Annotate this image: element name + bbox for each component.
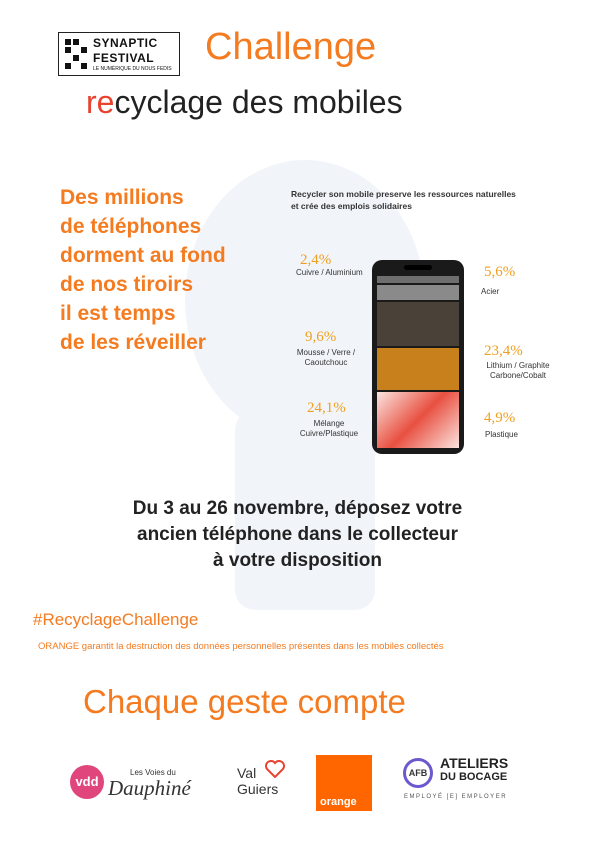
segment-foam — [377, 302, 459, 346]
pct-plastic: 4,9% — [484, 410, 516, 426]
segment-steel — [377, 285, 459, 300]
segment-copper — [377, 276, 459, 283]
dates-line: ancien téléphone dans le collecteur — [137, 524, 458, 545]
subtitle-rest: cyclage des mobiles — [114, 84, 403, 120]
lead-line: de les réveiller — [60, 331, 206, 354]
lead-line: dorment au fond — [60, 244, 226, 267]
label-lithium: Lithium / Graphite Carbone/Cobalt — [486, 361, 550, 380]
lead-line: de nos tiroirs — [60, 273, 194, 296]
vdd-logo-main: Dauphiné — [108, 776, 191, 800]
label-mix: Mélange Cuivre/Plastique — [299, 419, 359, 438]
page-subtitle — [86, 84, 403, 121]
orange-logo-text: orange — [320, 796, 357, 808]
segment-mix — [377, 392, 459, 448]
label-foam: Mousse / Verre / Caoutchouc — [296, 348, 356, 367]
dates-line: Du 3 au 26 novembre, déposez votre — [132, 498, 463, 519]
slogan: Chaque geste compte — [83, 683, 406, 720]
label-steel: Acier — [481, 287, 500, 296]
ateliers-logo-line-2: DU BOCAGE — [440, 771, 508, 783]
ateliers-logo-tagline: EMPLOYÉ [E] EMPLOYER — [404, 794, 508, 800]
lead-line: Des millions — [60, 186, 184, 209]
heart-icon — [265, 760, 285, 778]
logo-line-2: FESTIVAL — [93, 51, 155, 65]
label-plastic: Plastique — [485, 430, 518, 439]
page-title: Challenge — [205, 26, 377, 68]
ateliers-badge-icon: AFB — [403, 758, 433, 788]
logo-line-1: SYNAPTIC — [93, 36, 158, 50]
segment-lithium — [377, 348, 459, 390]
pixel-logo-icon — [63, 37, 89, 71]
vdd-logo-top: Les Voies du — [130, 768, 176, 777]
pct-copper: 2,4% — [300, 252, 332, 268]
subtitle-prefix: re — [86, 84, 115, 120]
val-guiers-line-2: Guiers — [237, 781, 279, 797]
orange-logo — [316, 755, 372, 811]
phone-notch — [404, 265, 432, 270]
phone-illustration — [372, 260, 464, 454]
lead-line: de téléphones — [60, 215, 202, 238]
pct-mix: 24,1% — [307, 400, 346, 416]
lead-text — [60, 183, 300, 357]
ateliers-logo-line-1: ATELIERS — [440, 755, 509, 771]
lead-line: il est temps — [60, 302, 176, 325]
vdd-logo-badge: vdd — [70, 765, 104, 799]
logo-tagline: LE NUMÉRIQUE DU NOUS FEDIS — [93, 66, 172, 72]
hashtag: #RecyclageChallenge — [33, 610, 199, 629]
label-copper: Cuivre / Aluminium — [296, 268, 363, 277]
privacy-notice: ORANGE garantit la destruction des données personnelles présentes dans les mobiles collectés — [38, 641, 444, 652]
pct-steel: 5,6% — [484, 264, 516, 280]
intro-text: Recycler son mobile preserve les ressources naturelles et crée des emplois solidaires — [291, 189, 516, 211]
dates-line: à votre disposition — [213, 550, 382, 571]
pct-lithium: 23,4% — [484, 343, 523, 359]
synaptic-festival-logo — [58, 32, 180, 76]
pct-foam: 9,6% — [305, 329, 337, 345]
dates-text — [60, 496, 535, 574]
val-guiers-line-1: Val — [237, 765, 257, 781]
